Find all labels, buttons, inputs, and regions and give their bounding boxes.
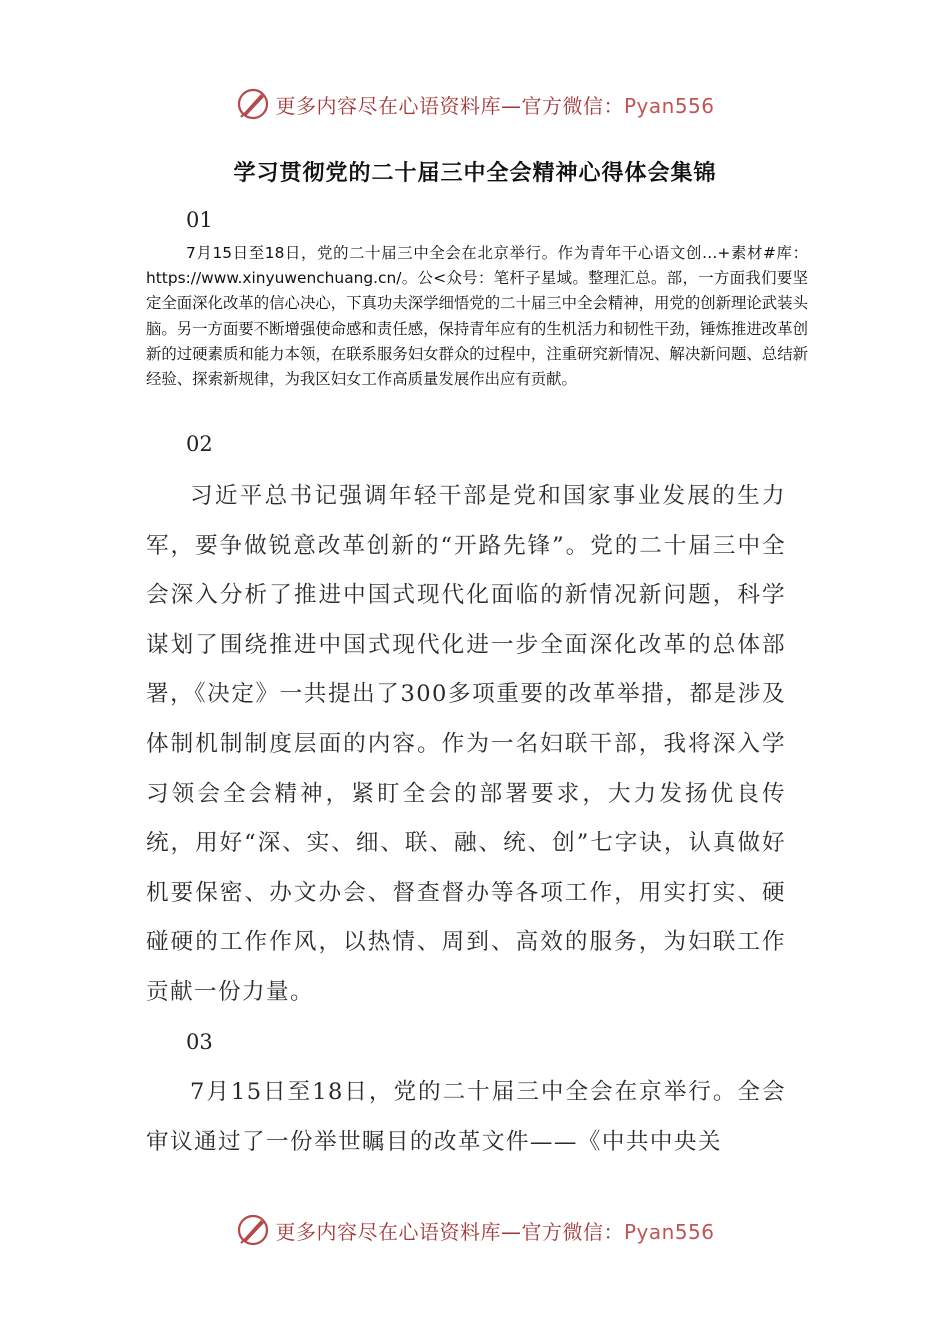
section-02-paragraph: 习近平总书记强调年轻干部是党和国家事业发展的生力军，要争做锐意改革创新的“开路先锋”。党的二十届三中全会深入分析了推进中国式现代化面临的新情况新问题，科学谋划了围绕推进中国式现代化进一步全面深化改革的总体部署，《决定》一共提出了300多项重要的改革举措，都是涉及体制机制制度层面的内容。作为一名妇联干部，我将深入学习领会全会精神，紧盯全会的部署要求，大力发扬优良传统，用好“深、实、细、联、融、统、创”七字诀，认真做好机要保密、办文办会、督查督办等各项工作，用实打实、硬碰硬的工作作风，以热情、周到、高效的服务，为妇联工作贡献一份力量。 — [146, 483, 786, 1005]
section-03-paragraph: 7月15日至18日，党的二十届三中全会在京举行。全会审议通过了一份举世瞩目的改革文件——《中共中央关 — [146, 1079, 786, 1155]
banner-handle: Pyan556 — [623, 93, 715, 118]
section-number-02: 02 — [186, 432, 213, 456]
banner-text: 更多内容尽在心语资料库—官方微信：Pyan556 — [275, 93, 715, 118]
quill-pen-logo-icon — [235, 86, 271, 122]
header-banner — [0, 84, 950, 124]
section-01-paragraph: 7月15日至18日，党的二十届三中全会在北京举行。作为青年干心语文创…+素材#库：https://www.xinyuwenchuang.cn/。公<众号：笔杆子星域。整理汇总。部，一方面我们要坚定全面深化改革的信心决心，下真功夫深学细悟党的二十届三中全会精神，用党的创新理论武装头脑。另一方面要不断增强使命感和责任感，保持青年应有的生机活力和韧性干劲，锤炼推进改革创新的过硬素质和能力本领，在联系服务妇女群众的过程中，注重研究新情况、解决新问题、总结新经验、探索新规律，为我区妇女工作高质量发展作出应有贡献。 — [146, 244, 808, 389]
banner-text: 更多内容尽在心语资料库—官方微信：Pyan556 — [275, 1219, 715, 1244]
footer-banner — [0, 1210, 950, 1250]
section-number-03: 03 — [186, 1030, 213, 1054]
section-number-01: 01 — [186, 208, 213, 232]
banner-handle: Pyan556 — [623, 1219, 715, 1244]
quill-pen-logo-icon — [235, 1212, 271, 1248]
document-title: 学习贯彻党的二十届三中全会精神心得体会集锦 — [233, 161, 717, 186]
